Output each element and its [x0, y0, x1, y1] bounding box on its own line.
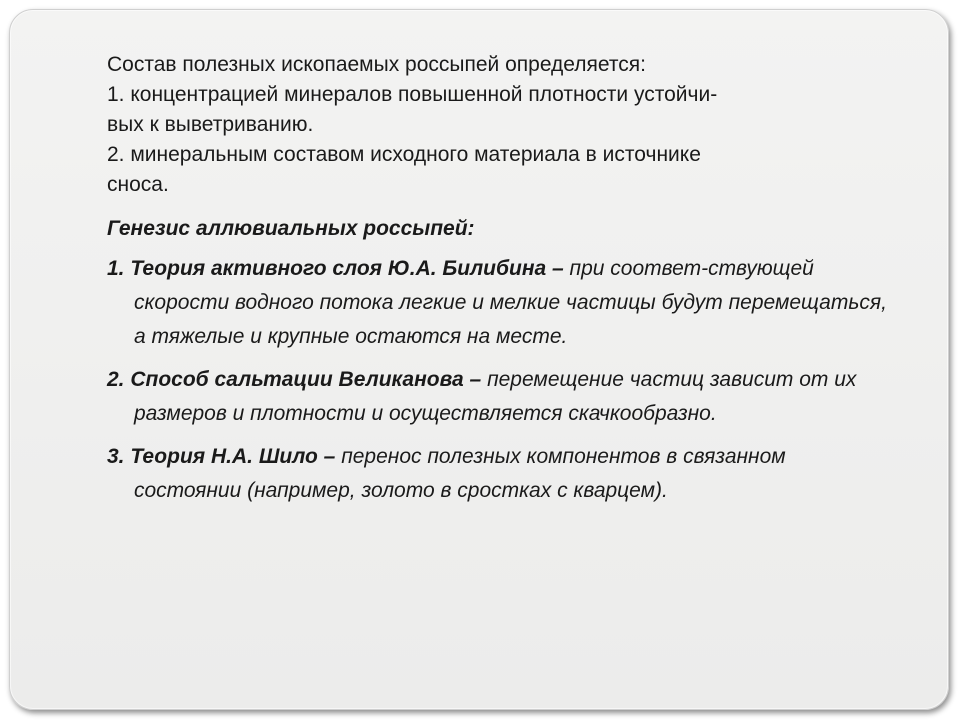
- intro-point-2-line-1: 2. минеральным составом исходного материала в источнике: [107, 143, 701, 166]
- genesis-item-text: перемещение частиц зависит от их размеров и плотности и осуществляется скачкообразно.: [134, 368, 857, 425]
- intro-heading: Состав полезных ископаемых россыпей определяется:: [107, 53, 646, 76]
- intro-point-2-line-2: сноса.: [107, 173, 169, 196]
- intro-point-1-line-1: 1. концентрацией минералов повышенной плотности устойчи-: [107, 83, 718, 106]
- genesis-item-bilibin: [107, 252, 897, 354]
- genesis-item-head: 1. Теория активного слоя Ю.А. Билибина –: [107, 257, 564, 280]
- slide-content: [107, 50, 897, 517]
- genesis-item-head: 3. Теория Н.А. Шило –: [107, 445, 336, 468]
- genesis-title: Генезис аллювиальных россыпей:: [107, 217, 475, 240]
- intro-block: [107, 50, 897, 200]
- genesis-item-text: при соответ-ствующей скорости водного потока легкие и мелкие частицы будут перемещаться, а тяжелые и крупные остаются на месте.: [134, 257, 887, 348]
- genesis-item-shilo: [107, 440, 897, 508]
- genesis-item-head: 2. Способ сальтации Великанова –: [107, 368, 482, 391]
- genesis-block: [107, 214, 897, 508]
- genesis-item-text: перенос полезных компонентов в связанном состоянии (например, золото в сростках с кварцем).: [134, 445, 786, 502]
- genesis-item-velikanov: [107, 363, 897, 431]
- intro-point-1-line-2: вых к выветриванию.: [107, 113, 314, 136]
